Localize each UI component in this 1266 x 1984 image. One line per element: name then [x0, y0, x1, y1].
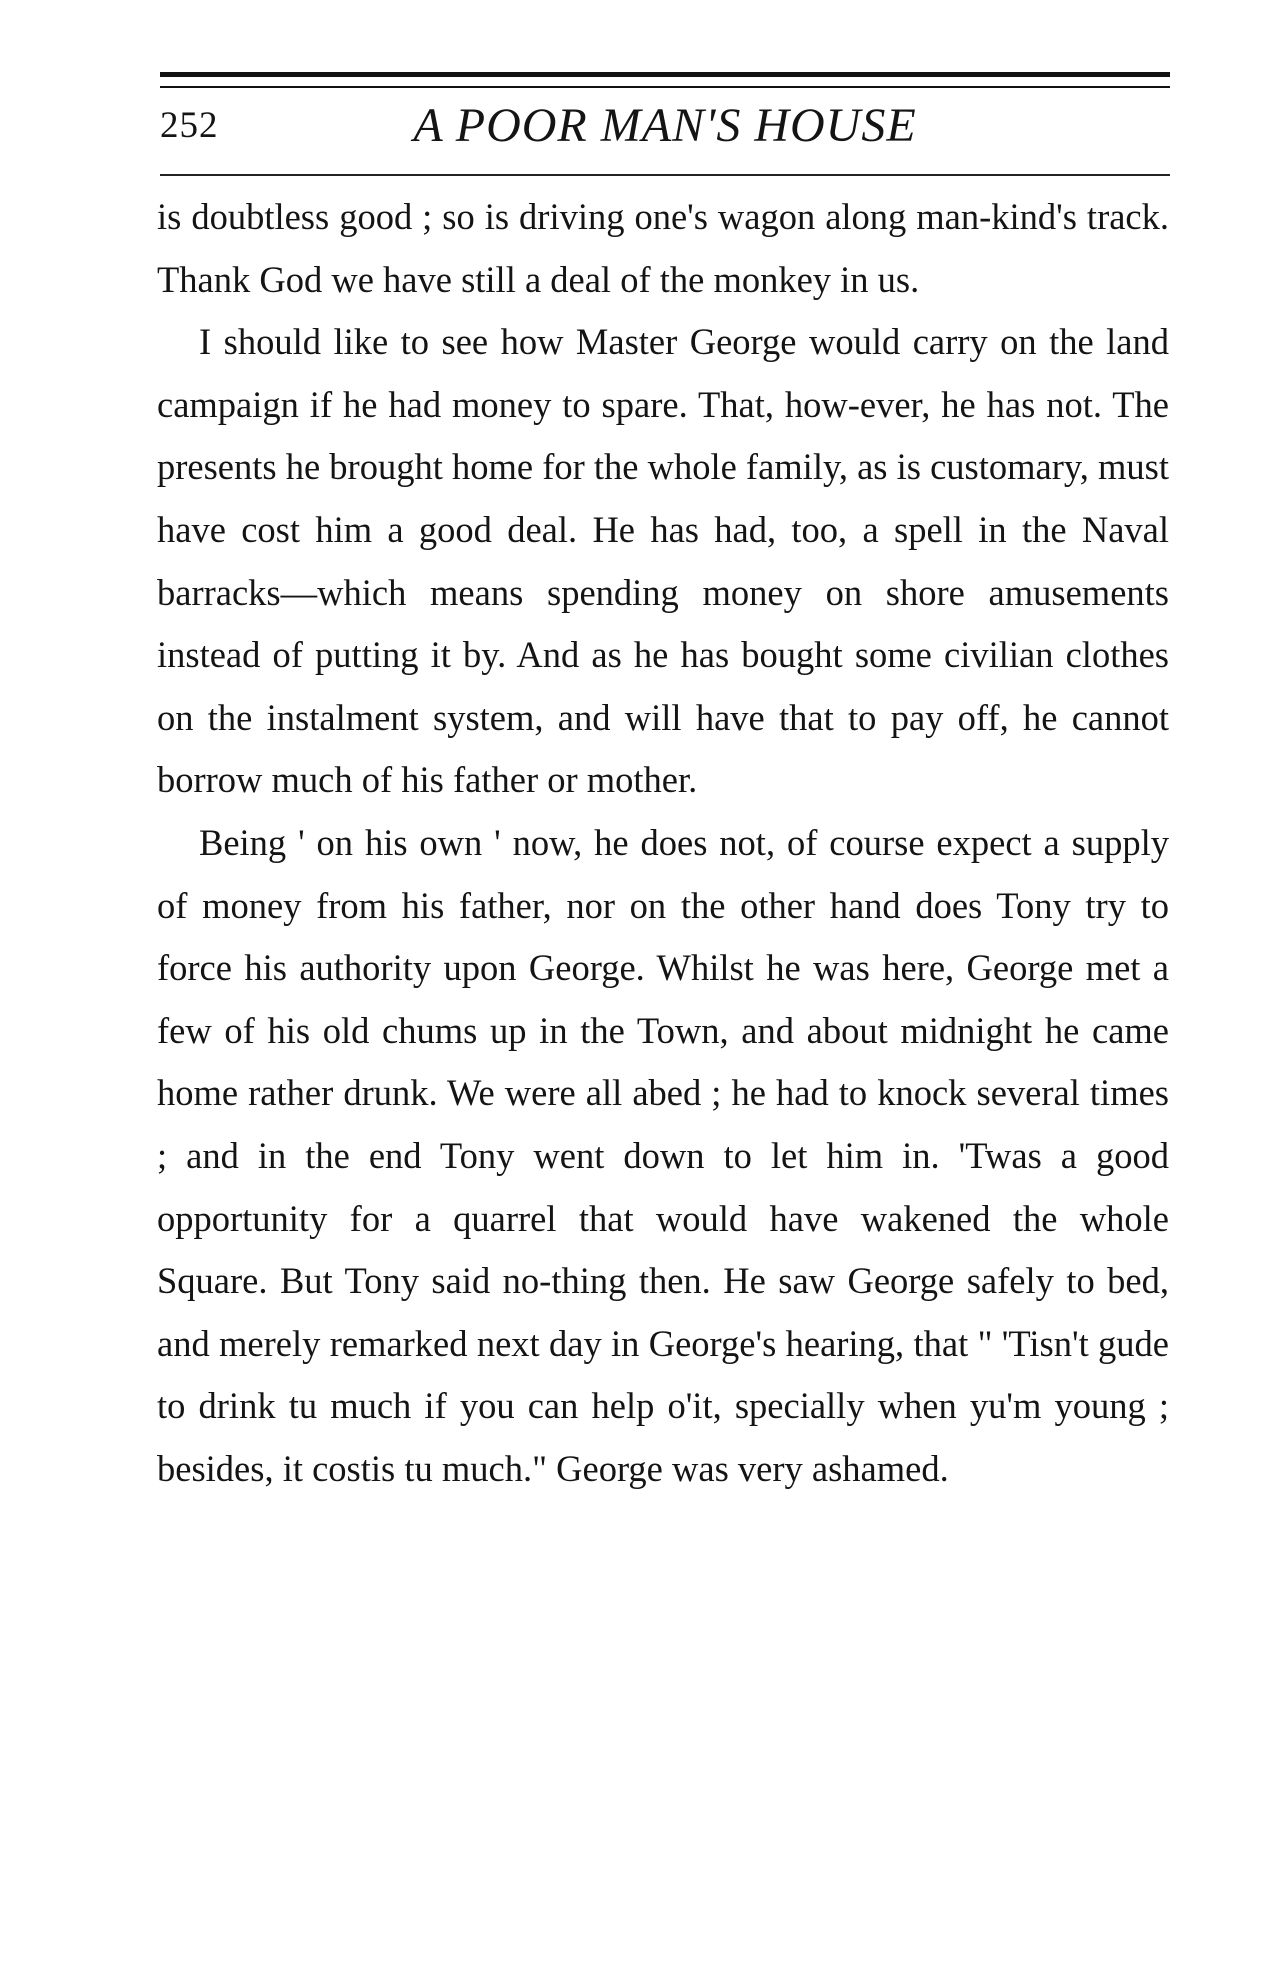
header-thin-rule	[160, 86, 1170, 88]
body-text	[157, 186, 1169, 1500]
running-title: A POOR MAN'S HOUSE	[413, 99, 917, 152]
page-header	[160, 98, 1170, 168]
paragraph: is doubtless good ; so is driving one's wagon along man-kind's track. Thank God we have still a deal of the monkey in us.	[157, 196, 1169, 300]
header-underline-rule	[160, 174, 1170, 176]
header-thick-rule	[160, 72, 1170, 77]
paragraph: Being ' on his own ' now, he does not, of course expect a supply of money from his father, nor on the other hand does Tony try to force his authority upon George. Whilst he was here, George met a few of his old chums up in the Town, and about midnight he came home rather drunk. We were all abed ; he had to knock several times ; and in the end Tony went down to let him in. 'Twas a good opportunity for a quarrel that would have wakened the whole Square. But Tony said no-thing then. He saw George safely to bed, and merely remarked next day in George's hearing, that " 'Tisn't gude to drink tu much if you can help o'it, specially when yu'm young ; besides, it costis tu much." George was very ashamed.	[157, 821, 1169, 1489]
page-number: 252	[160, 105, 219, 146]
paragraph: I should like to see how Master George would carry on the land campaign if he had money to spare. That, how-ever, he has not. The presents he brought home for the whole family, as is customary, must have cost him a good deal. He has had, too, a spell in the Naval barracks—which means spending money on shore amusements instead of putting it by. And as he has bought some civilian clothes on the instalment system, and will have that to pay off, he cannot borrow much of his father or mother.	[157, 321, 1169, 801]
